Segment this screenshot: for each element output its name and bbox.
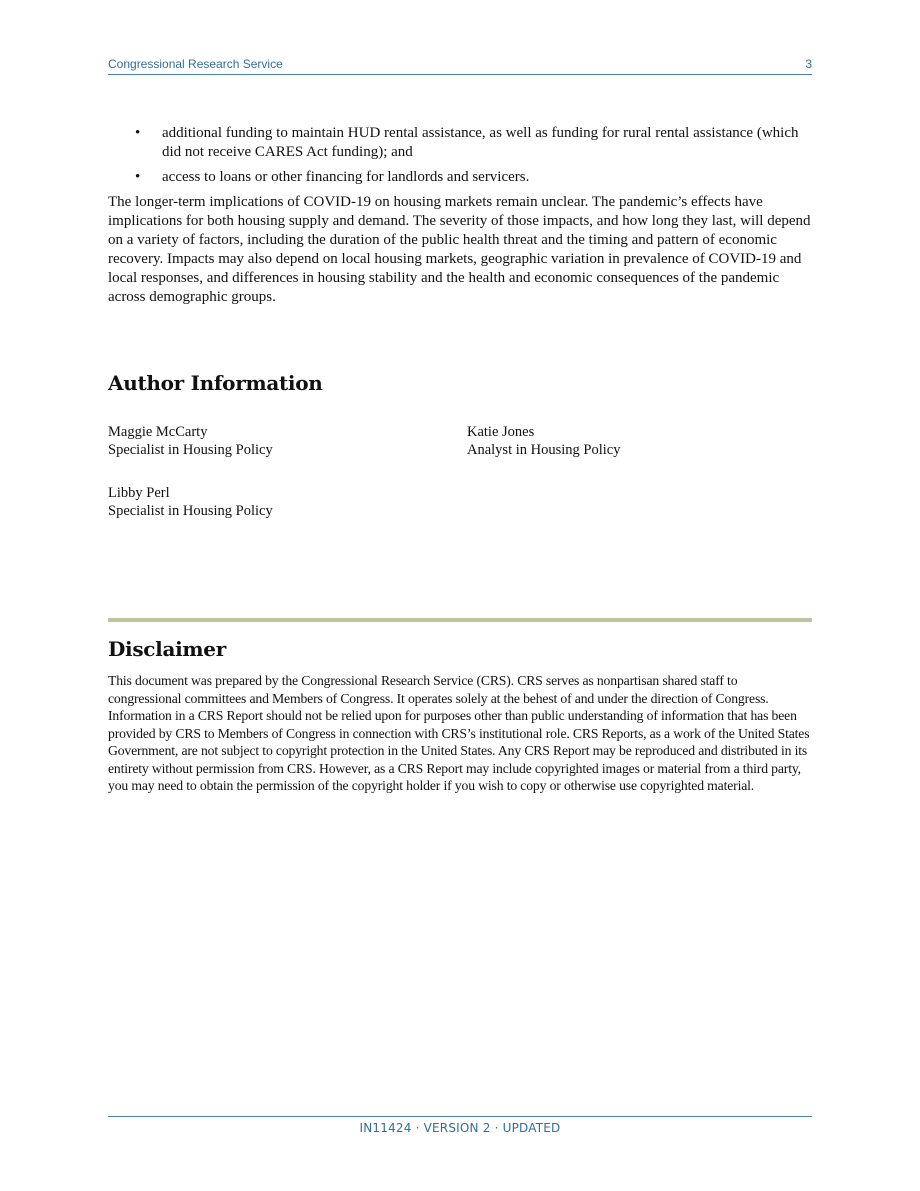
main-content	[108, 124, 813, 307]
disclaimer-title: Disclaimer	[108, 637, 226, 661]
page-header	[108, 57, 812, 75]
author-card	[467, 423, 620, 459]
header-page-number: 3	[805, 57, 812, 71]
author-role: Specialist in Housing Policy	[108, 503, 273, 519]
footer-label: IN11424 · VERSION 2 · UPDATED	[359, 1121, 561, 1135]
author-card	[108, 484, 273, 520]
body-paragraph: The longer-term implications of COVID-19 on housing markets remain unclear. The pandemic’s effects have implications for both housing supply and demand. The severity of those impacts, and how long they last, will depend on a variety of factors, including the duration of the public health threat and the timing and pattern of economic recovery. Impacts may also depend on local housing markets, geographic variation in prevalence of COVID-19 and local responses, and differences in housing stability and the health and economic consequences of the pandemic across demographic groups.	[108, 194, 811, 305]
author-card	[108, 423, 273, 459]
author-name: Libby Perl	[108, 485, 170, 501]
author-name: Katie Jones	[467, 424, 535, 440]
bullet-text: additional funding to maintain HUD rental assistance, as well as funding for rural rental assistance (which did not receive CARES Act funding); and	[162, 125, 799, 160]
page-footer	[108, 1116, 812, 1135]
list-item	[108, 168, 813, 187]
list-item	[108, 124, 813, 162]
section-divider	[108, 618, 812, 622]
author-name: Maggie McCarty	[108, 424, 208, 440]
bullet-icon: •	[135, 169, 141, 185]
bullet-text: access to loans or other financing for landlords and servicers.	[162, 169, 530, 185]
header-organization: Congressional Research Service	[108, 57, 283, 71]
bullet-icon: •	[135, 125, 141, 141]
bullet-list	[108, 124, 813, 187]
author-role: Analyst in Housing Policy	[467, 442, 621, 458]
author-role: Specialist in Housing Policy	[108, 442, 273, 458]
author-section-title: Author Information	[108, 371, 323, 395]
disclaimer-text: This document was prepared by the Congressional Research Service (CRS). CRS serves as nonpartisan shared staff to congressional committees and Members of Congress. It operates solely at the behest of and under the direction of Congress. Information in a CRS Report should not be relied upon for purposes other than public understanding of information that has been provided by CRS to Members of Congress in connection with CRS’s institutional role. CRS Reports, as a work of the United States Government, are not subject to copyright protection in the United States. Any CRS Report may be reproduced and distributed in its entirety without permission from CRS. However, as a CRS Report may include copyrighted images or material from a third party, you may need to obtain the permission of the copyright holder if you wish to copy or otherwise use copyrighted material.	[108, 673, 810, 793]
